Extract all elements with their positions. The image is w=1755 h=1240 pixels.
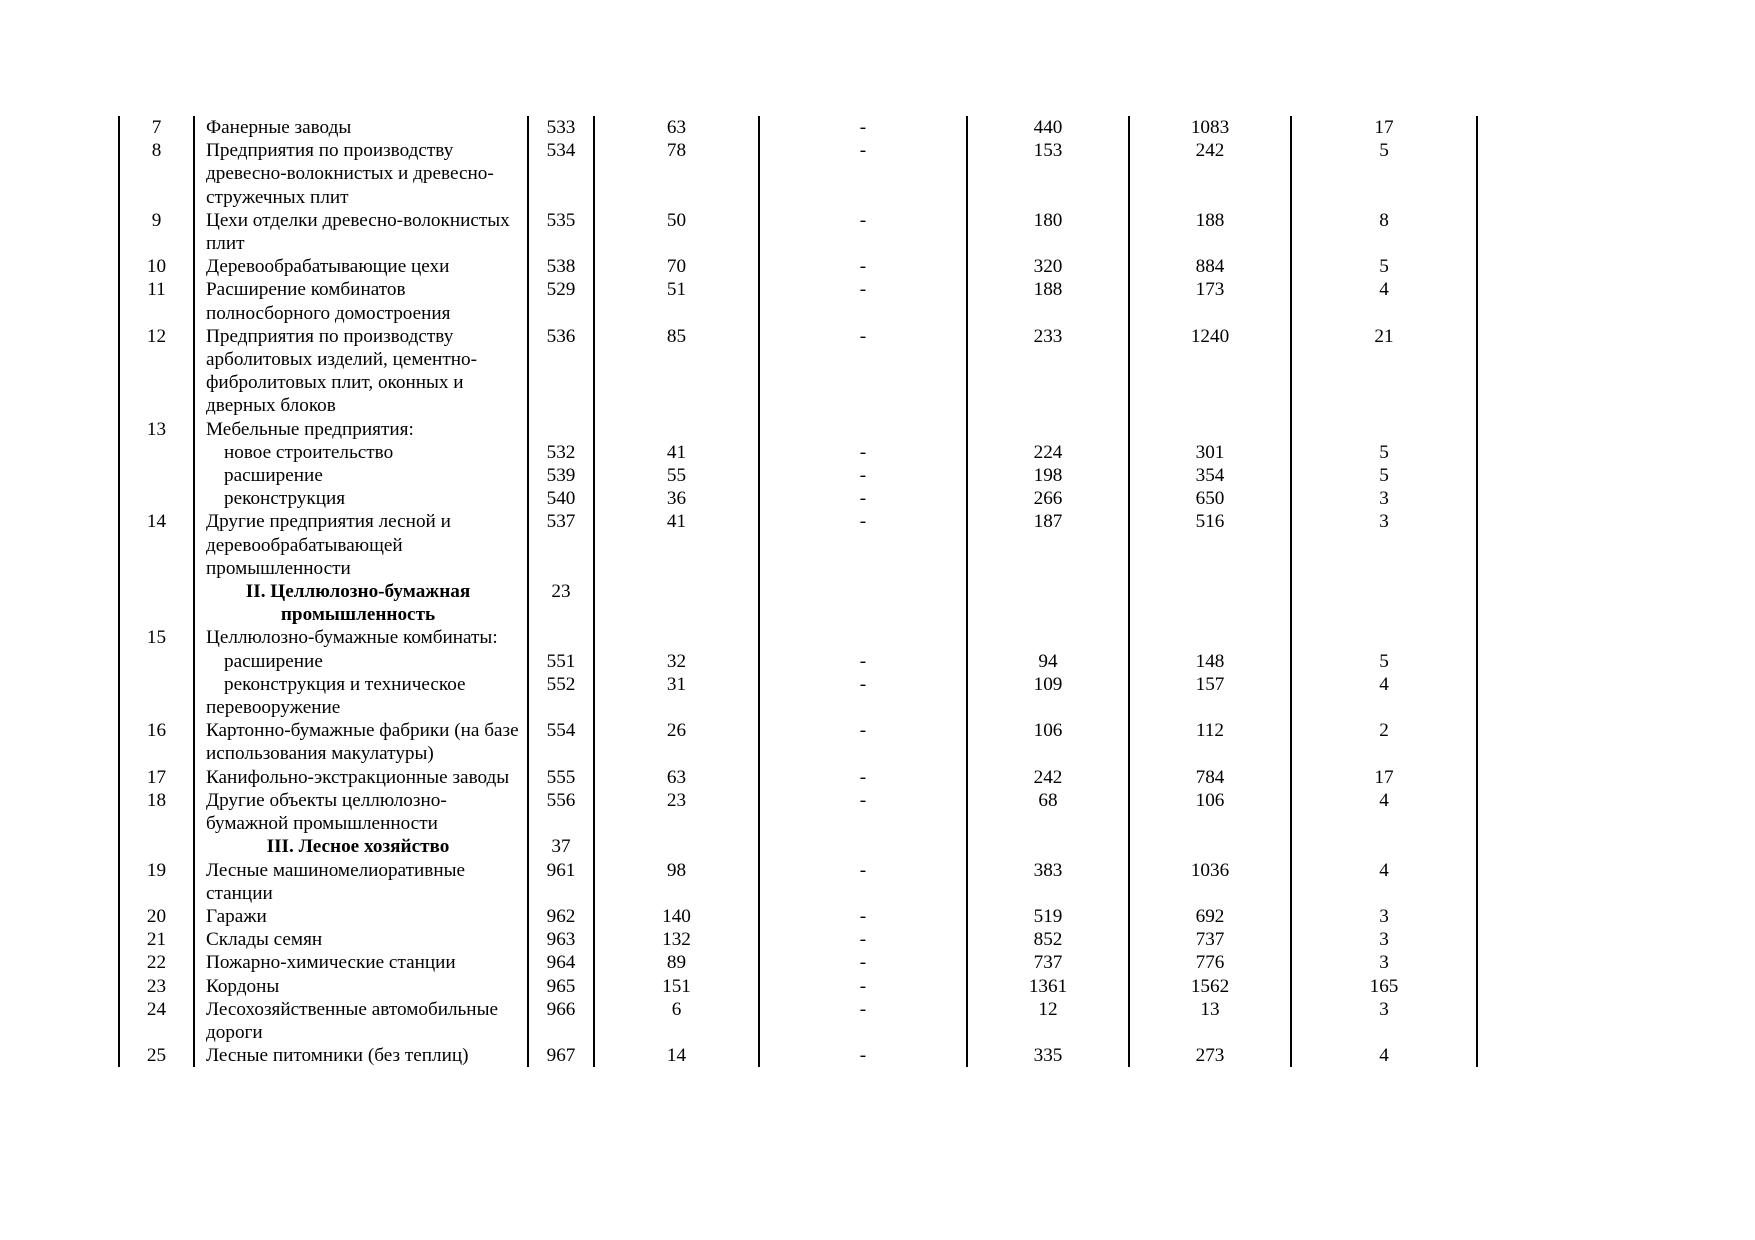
item-code-cell: 555	[528, 766, 594, 789]
table-row	[119, 719, 1477, 765]
value-col-1-cell: 85	[594, 325, 759, 418]
item-name: реконструкция и техническое	[224, 673, 466, 695]
table-row	[119, 209, 1477, 255]
row-number-cell: 21	[119, 928, 194, 951]
table-row	[119, 766, 1477, 789]
value-col-3-cell: 153	[967, 139, 1129, 209]
item-name-cell	[194, 905, 528, 928]
value-col-1-cell: 23	[594, 789, 759, 835]
table-row	[119, 789, 1477, 835]
item-name: Канифольно-экстракционные заводы	[206, 766, 510, 788]
value-col-2-cell: -	[759, 998, 967, 1044]
item-name: реконструкция	[224, 488, 346, 510]
row-number-cell: 15	[119, 626, 194, 649]
value-col-4-cell	[1129, 626, 1291, 649]
value-col-2-cell: -	[759, 1044, 967, 1067]
item-code-cell: 537	[528, 510, 594, 580]
value-col-3-cell: 233	[967, 325, 1129, 418]
item-name-cell	[194, 464, 528, 487]
value-col-4-cell: 242	[1129, 139, 1291, 209]
value-col-3-cell: 187	[967, 510, 1129, 580]
item-code-cell: 529	[528, 278, 594, 324]
value-col-2-cell: -	[759, 905, 967, 928]
value-col-3-cell: 440	[967, 116, 1129, 139]
item-name: Другие объекты целлюлозно-бумажной промышленности	[206, 789, 447, 835]
item-name-cell	[194, 626, 528, 649]
value-col-1-cell: 41	[594, 510, 759, 580]
table-row	[119, 464, 1477, 487]
value-col-5-cell: 3	[1291, 951, 1477, 974]
table-row	[119, 905, 1477, 928]
value-col-3-cell: 180	[967, 209, 1129, 255]
item-name: Предприятия по производству древесно-волокнистых и древесно-стружечных плит	[206, 140, 494, 208]
value-col-1-cell: 31	[594, 673, 759, 719]
value-col-2-cell: -	[759, 116, 967, 139]
item-code-cell: 37	[528, 835, 594, 858]
section-header-row	[119, 580, 1477, 626]
item-name: Мебельные предприятия:	[206, 418, 414, 440]
item-name: Склады семян	[206, 929, 323, 951]
row-number-cell: 24	[119, 998, 194, 1044]
value-col-1-cell: 51	[594, 278, 759, 324]
table-row	[119, 650, 1477, 673]
item-name-cell	[194, 835, 528, 858]
section-header-row	[119, 835, 1477, 858]
value-col-1-cell: 98	[594, 859, 759, 905]
item-name: Предприятия по производству арболитовых изделий, цементно-фибролитовых плит, оконных и дверных блоков	[206, 325, 477, 417]
value-col-3-cell: 109	[967, 673, 1129, 719]
value-col-2-cell: -	[759, 719, 967, 765]
item-code-cell: 964	[528, 951, 594, 974]
value-col-4-cell: 157	[1129, 673, 1291, 719]
value-col-5-cell: 5	[1291, 255, 1477, 278]
value-col-2-cell: -	[759, 673, 967, 719]
item-name-cell	[194, 255, 528, 278]
value-col-4-cell: 13	[1129, 998, 1291, 1044]
value-col-5-cell: 17	[1291, 766, 1477, 789]
item-name-cell	[194, 441, 528, 464]
data-table	[118, 116, 1478, 1067]
item-code-cell: 963	[528, 928, 594, 951]
value-col-4-cell: 173	[1129, 278, 1291, 324]
value-col-3-cell: 12	[967, 998, 1129, 1044]
value-col-4-cell: 301	[1129, 441, 1291, 464]
value-col-2-cell: -	[759, 325, 967, 418]
row-number-cell: 10	[119, 255, 194, 278]
table-row	[119, 510, 1477, 580]
row-number-cell: 12	[119, 325, 194, 418]
value-col-2-cell: -	[759, 928, 967, 951]
item-name-cell	[194, 719, 528, 765]
item-name: Пожарно-химические станции	[206, 952, 456, 974]
table-row	[119, 325, 1477, 418]
value-col-2-cell	[759, 626, 967, 649]
value-col-1-cell: 32	[594, 650, 759, 673]
value-col-4-cell: 776	[1129, 951, 1291, 974]
value-col-2-cell: -	[759, 441, 967, 464]
item-code-cell: 961	[528, 859, 594, 905]
value-col-3-cell: 737	[967, 951, 1129, 974]
value-col-3-cell: 224	[967, 441, 1129, 464]
value-col-5-cell: 4	[1291, 673, 1477, 719]
table-row	[119, 975, 1477, 998]
row-number-cell	[119, 441, 194, 464]
row-number-cell	[119, 487, 194, 510]
value-col-1-cell: 89	[594, 951, 759, 974]
item-name: расширение	[224, 465, 323, 487]
row-number-cell: 11	[119, 278, 194, 324]
value-col-1-cell: 55	[594, 464, 759, 487]
value-col-4-cell	[1129, 418, 1291, 441]
item-name: Гаражи	[206, 905, 267, 927]
item-name-cell	[194, 487, 528, 510]
row-number-cell	[119, 650, 194, 673]
item-code-cell: 533	[528, 116, 594, 139]
value-col-2-cell: -	[759, 975, 967, 998]
document-page	[118, 116, 1478, 1067]
item-name-cell	[194, 951, 528, 974]
table-row	[119, 928, 1477, 951]
table-row	[119, 441, 1477, 464]
row-number-cell	[119, 673, 194, 719]
value-col-5-cell: 21	[1291, 325, 1477, 418]
value-col-3-cell: 198	[967, 464, 1129, 487]
item-name-cell	[194, 325, 528, 418]
value-col-2-cell	[759, 580, 967, 626]
item-name-continuation: перевооружение	[206, 697, 341, 719]
table-row	[119, 418, 1477, 441]
value-col-5-cell: 4	[1291, 1044, 1477, 1067]
value-col-1-cell	[594, 835, 759, 858]
item-name-cell	[194, 766, 528, 789]
row-number-cell: 16	[119, 719, 194, 765]
value-col-4-cell: 148	[1129, 650, 1291, 673]
item-code-cell: 967	[528, 1044, 594, 1067]
value-col-5-cell: 165	[1291, 975, 1477, 998]
item-name-cell	[194, 928, 528, 951]
value-col-1-cell	[594, 626, 759, 649]
value-col-5-cell: 5	[1291, 464, 1477, 487]
table-row	[119, 255, 1477, 278]
section-title: III. Лесное хозяйство	[266, 836, 450, 858]
item-name: Расширение комбинатов полносборного домостроения	[206, 279, 451, 324]
value-col-2-cell: -	[759, 789, 967, 835]
item-code-cell: 532	[528, 441, 594, 464]
value-col-1-cell	[594, 580, 759, 626]
item-name: Картонно-бумажные фабрики (на базе использования макулатуры)	[206, 720, 519, 765]
value-col-1-cell: 41	[594, 441, 759, 464]
value-col-5-cell: 4	[1291, 789, 1477, 835]
value-col-5-cell: 2	[1291, 719, 1477, 765]
item-name-cell	[194, 650, 528, 673]
item-code-cell: 540	[528, 487, 594, 510]
row-number-cell: 18	[119, 789, 194, 835]
item-name-cell	[194, 418, 528, 441]
item-name-cell	[194, 1044, 528, 1067]
table-row	[119, 278, 1477, 324]
value-col-1-cell: 140	[594, 905, 759, 928]
value-col-4-cell: 516	[1129, 510, 1291, 580]
item-code-cell	[528, 418, 594, 441]
value-col-2-cell: -	[759, 487, 967, 510]
item-code-cell: 556	[528, 789, 594, 835]
row-number-cell	[119, 464, 194, 487]
item-code-cell: 554	[528, 719, 594, 765]
value-col-2-cell: -	[759, 255, 967, 278]
item-name: новое строительство	[224, 441, 394, 463]
value-col-2-cell: -	[759, 464, 967, 487]
item-name-cell	[194, 116, 528, 139]
row-number-cell: 8	[119, 139, 194, 209]
value-col-3-cell: 242	[967, 766, 1129, 789]
value-col-2-cell	[759, 418, 967, 441]
value-col-1-cell: 14	[594, 1044, 759, 1067]
value-col-2-cell: -	[759, 766, 967, 789]
value-col-5-cell	[1291, 418, 1477, 441]
item-name-cell	[194, 673, 528, 719]
item-code-cell: 23	[528, 580, 594, 626]
value-col-5-cell: 3	[1291, 510, 1477, 580]
row-number-cell: 22	[119, 951, 194, 974]
value-col-2-cell	[759, 835, 967, 858]
item-name-cell	[194, 859, 528, 905]
value-col-1-cell: 6	[594, 998, 759, 1044]
value-col-4-cell: 1240	[1129, 325, 1291, 418]
value-col-1-cell: 151	[594, 975, 759, 998]
value-col-2-cell: -	[759, 650, 967, 673]
row-number-cell: 9	[119, 209, 194, 255]
section-title: II. Целлюлозно-бумажная промышленность	[245, 581, 471, 626]
item-name: расширение	[224, 650, 323, 672]
value-col-3-cell	[967, 418, 1129, 441]
value-col-4-cell	[1129, 580, 1291, 626]
value-col-3-cell: 188	[967, 278, 1129, 324]
value-col-3-cell: 519	[967, 905, 1129, 928]
value-col-4-cell: 1036	[1129, 859, 1291, 905]
value-col-3-cell	[967, 835, 1129, 858]
item-name: Лесные питомники (без теплиц)	[206, 1045, 469, 1067]
table-row	[119, 487, 1477, 510]
value-col-5-cell: 4	[1291, 859, 1477, 905]
row-number-cell: 20	[119, 905, 194, 928]
value-col-1-cell	[594, 418, 759, 441]
table-row	[119, 673, 1477, 719]
value-col-4-cell: 112	[1129, 719, 1291, 765]
value-col-2-cell: -	[759, 209, 967, 255]
value-col-4-cell: 1083	[1129, 116, 1291, 139]
value-col-4-cell: 650	[1129, 487, 1291, 510]
value-col-5-cell: 5	[1291, 441, 1477, 464]
item-name: Лесные машиномелиоративные станции	[206, 859, 466, 904]
value-col-1-cell: 26	[594, 719, 759, 765]
row-number-cell: 14	[119, 510, 194, 580]
value-col-3-cell	[967, 580, 1129, 626]
value-col-3-cell: 106	[967, 719, 1129, 765]
item-name-cell	[194, 278, 528, 324]
item-code-cell: 535	[528, 209, 594, 255]
row-number-cell: 17	[119, 766, 194, 789]
table-row	[119, 859, 1477, 905]
value-col-4-cell: 784	[1129, 766, 1291, 789]
row-number-cell: 13	[119, 418, 194, 441]
value-col-3-cell: 68	[967, 789, 1129, 835]
value-col-5-cell: 8	[1291, 209, 1477, 255]
item-code-cell: 966	[528, 998, 594, 1044]
value-col-1-cell: 132	[594, 928, 759, 951]
item-name: Другие предприятия лесной и деревообрабатывающей промышленности	[206, 511, 451, 579]
value-col-3-cell: 383	[967, 859, 1129, 905]
value-col-1-cell: 63	[594, 116, 759, 139]
item-name: Кордоны	[206, 975, 280, 997]
item-name: Целлюлозно-бумажные комбинаты:	[206, 627, 498, 649]
value-col-4-cell	[1129, 835, 1291, 858]
value-col-4-cell: 354	[1129, 464, 1291, 487]
value-col-4-cell: 188	[1129, 209, 1291, 255]
value-col-1-cell: 63	[594, 766, 759, 789]
value-col-3-cell: 335	[967, 1044, 1129, 1067]
value-col-3-cell: 852	[967, 928, 1129, 951]
item-code-cell: 551	[528, 650, 594, 673]
item-code-cell: 539	[528, 464, 594, 487]
item-name-cell	[194, 789, 528, 835]
value-col-1-cell: 70	[594, 255, 759, 278]
value-col-5-cell: 3	[1291, 487, 1477, 510]
table-row	[119, 1044, 1477, 1067]
value-col-3-cell: 320	[967, 255, 1129, 278]
row-number-cell: 19	[119, 859, 194, 905]
item-code-cell: 552	[528, 673, 594, 719]
row-number-cell: 7	[119, 116, 194, 139]
item-name-cell	[194, 139, 528, 209]
value-col-5-cell: 4	[1291, 278, 1477, 324]
value-col-3-cell: 94	[967, 650, 1129, 673]
row-number-cell	[119, 835, 194, 858]
item-code-cell: 534	[528, 139, 594, 209]
value-col-2-cell: -	[759, 951, 967, 974]
value-col-4-cell: 884	[1129, 255, 1291, 278]
value-col-3-cell	[967, 626, 1129, 649]
value-col-2-cell: -	[759, 139, 967, 209]
value-col-4-cell: 1562	[1129, 975, 1291, 998]
item-name-cell	[194, 580, 528, 626]
item-name: Деревообрабатывающие цехи	[206, 256, 450, 278]
value-col-4-cell: 737	[1129, 928, 1291, 951]
item-name-cell	[194, 998, 528, 1044]
table-body	[119, 116, 1477, 1067]
row-number-cell: 25	[119, 1044, 194, 1067]
item-code-cell: 965	[528, 975, 594, 998]
value-col-4-cell: 692	[1129, 905, 1291, 928]
value-col-3-cell: 266	[967, 487, 1129, 510]
item-name-cell	[194, 209, 528, 255]
item-name: Лесохозяйственные автомобильные дороги	[206, 998, 498, 1043]
value-col-1-cell: 50	[594, 209, 759, 255]
item-code-cell: 538	[528, 255, 594, 278]
value-col-5-cell: 3	[1291, 998, 1477, 1044]
value-col-5-cell	[1291, 580, 1477, 626]
item-code-cell	[528, 626, 594, 649]
row-number-cell: 23	[119, 975, 194, 998]
item-name: Цехи отделки древесно-волокнистых плит	[206, 209, 510, 255]
value-col-5-cell	[1291, 835, 1477, 858]
table-row	[119, 139, 1477, 209]
value-col-2-cell: -	[759, 859, 967, 905]
value-col-2-cell: -	[759, 510, 967, 580]
value-col-4-cell: 106	[1129, 789, 1291, 835]
value-col-5-cell	[1291, 626, 1477, 649]
table-row	[119, 951, 1477, 974]
table-row	[119, 626, 1477, 649]
value-col-1-cell: 78	[594, 139, 759, 209]
value-col-5-cell: 17	[1291, 116, 1477, 139]
value-col-2-cell: -	[759, 278, 967, 324]
item-code-cell: 536	[528, 325, 594, 418]
value-col-5-cell: 3	[1291, 905, 1477, 928]
item-name-cell	[194, 975, 528, 998]
item-name-cell	[194, 510, 528, 580]
table-row	[119, 998, 1477, 1044]
value-col-4-cell: 273	[1129, 1044, 1291, 1067]
row-number-cell	[119, 580, 194, 626]
value-col-5-cell: 5	[1291, 139, 1477, 209]
value-col-5-cell: 3	[1291, 928, 1477, 951]
item-name: Фанерные заводы	[206, 117, 352, 138]
table-row	[119, 116, 1477, 139]
value-col-1-cell: 36	[594, 487, 759, 510]
item-code-cell: 962	[528, 905, 594, 928]
value-col-5-cell: 5	[1291, 650, 1477, 673]
value-col-3-cell: 1361	[967, 975, 1129, 998]
